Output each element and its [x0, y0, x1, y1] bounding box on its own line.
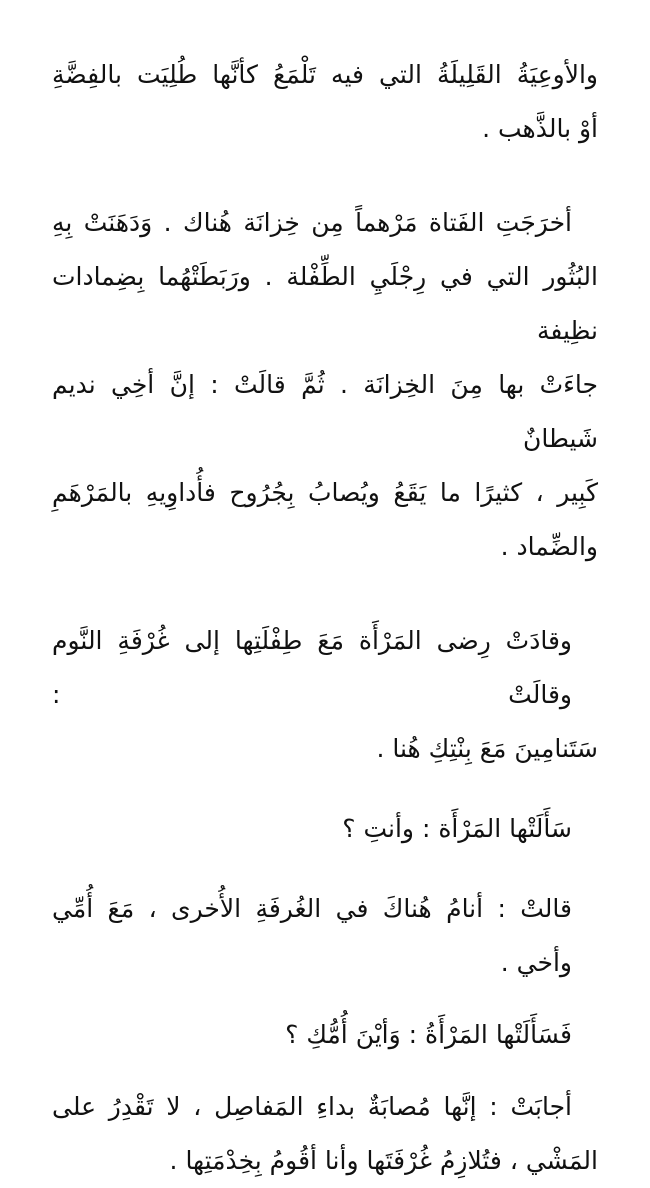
text-line: أجابَتْ : إنَّها مُصابَةٌ بداءِ المَفاصِل ، لا تَقْدِرُ على [52, 1092, 572, 1121]
paragraph-1 [52, 48, 598, 156]
text-line: كَبِير ، كثيرًا ما يَقَعُ ويُصابُ بِجُرُوح فأُداوِيهِ بالمَرْهَمِ [52, 478, 598, 507]
paragraph-3 [52, 614, 598, 776]
text-line: سَأَلَتْها المَرْأَة : وأنتِ ؟ [342, 814, 572, 843]
paragraph-4 [52, 802, 598, 856]
text-line: سَتَنامِينَ مَعَ بِنْتِكِ هُنا . [376, 734, 598, 763]
text-line: والأوعِيَةُ القَلِيلَةُ التي فيه تَلْمَعُ كأنَّها طُلِيَت بالفِضَّةِ [52, 60, 598, 89]
text-line: أوْ بالذَّهب . [482, 114, 598, 143]
text-line: قالتْ : أنامُ هُناكَ في الغُرفَةِ الأُخرى ، مَعَ أُمِّي وأخي . [52, 894, 572, 977]
text-line: جاءَتْ بها مِنَ الخِزانَة . ثُمَّ قالَتْ : إنَّ أخِي نديم شَيطانٌ [52, 370, 598, 453]
text-line: البُثُور التي في رِجْلَيِ الطِّفْلة . ورَبَطَتْهُما بِضِمادات نظِيفة [52, 262, 598, 345]
paragraph-5 [52, 882, 598, 990]
paragraph-2 [52, 196, 598, 574]
text-line: وقادَتْ رِضى المَرْأَة مَعَ طِفْلَتِها إلى غُرْفَةِ النَّوم وقالَتْ : [52, 626, 572, 709]
text-line: فَسَأَلَتْها المَرْأَةُ : وَأيْنَ أُمُّكِ ؟ [285, 1020, 572, 1049]
text-line: أخرَجَتِ الفَتاة مَرْهماً مِن خِزانَة هُناك . وَدَهَنَتْ بِهِ [52, 208, 572, 237]
text-line: المَشْي ، فتُلازِمُ غُرْفَتَها وأنا أقُومُ بِخِدْمَتِها . [169, 1146, 598, 1175]
text-line: والضِّماد . [500, 532, 598, 561]
paragraph-6 [52, 1008, 598, 1062]
paragraph-7 [52, 1080, 598, 1188]
